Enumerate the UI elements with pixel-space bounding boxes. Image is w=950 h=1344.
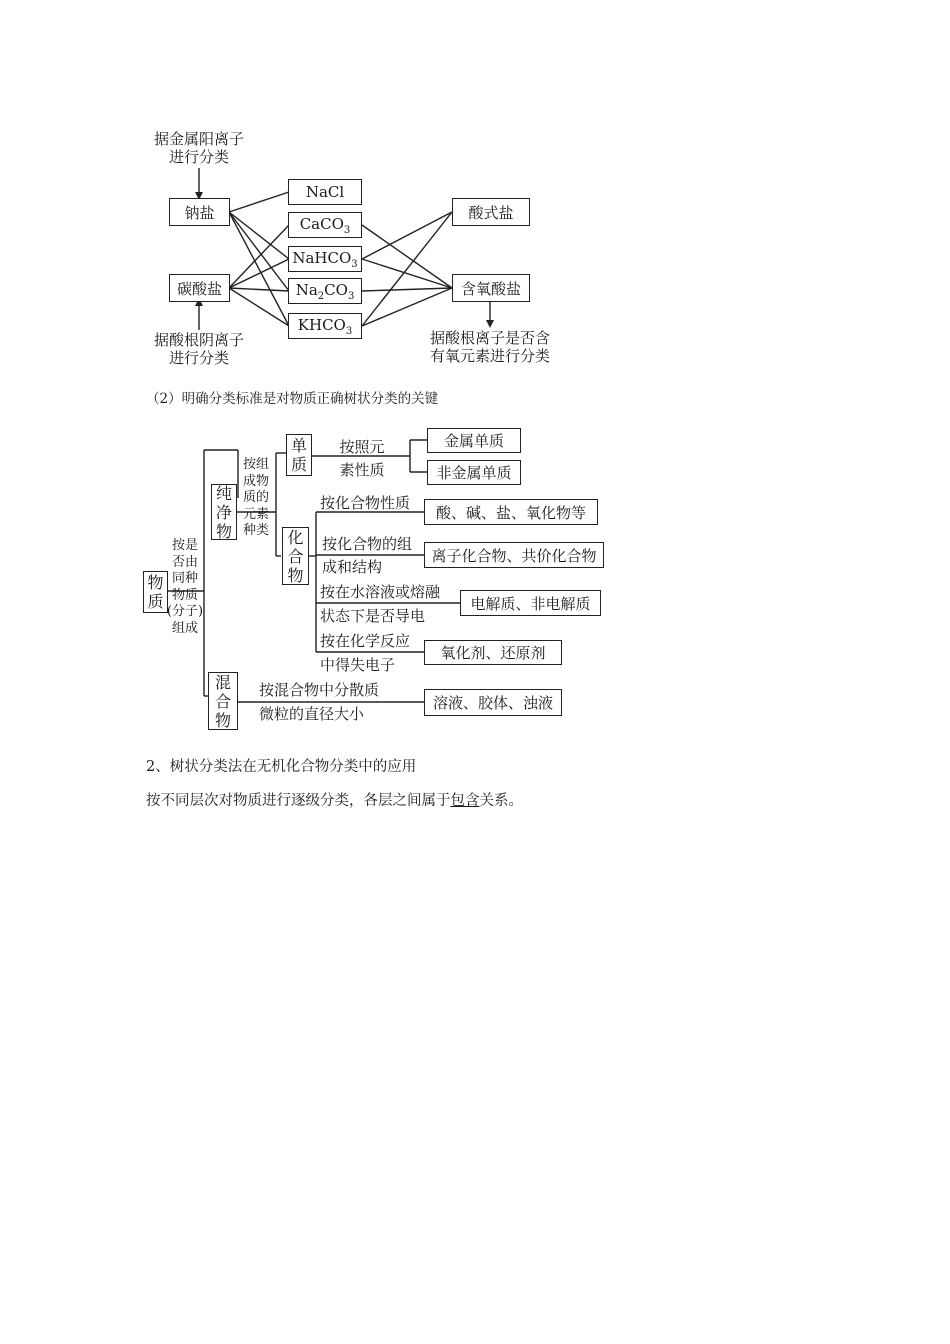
element-criteria-label: 按照元 素性质 (339, 438, 385, 479)
acid-base-salt-oxide-box: 酸、碱、盐、氧化物等 (424, 499, 598, 525)
compound-structure-criteria: 按化合物的组 成和结构 (322, 535, 413, 576)
electrolyte-box: 电解质、非电解质 (460, 590, 601, 616)
ionic-covalent-box: 离子化合物、共价化合物 (424, 542, 604, 568)
caption-2: （2）明确分类标准是对物质正确树状分类的关键 (146, 391, 439, 407)
oxidant-reductant-box: 氧化剂、还原剂 (424, 640, 562, 665)
pure-substance-box: 纯 净 物 (211, 484, 237, 540)
caco3-box: CaCO$_3$ (288, 212, 362, 238)
mixture-box: 混 合 物 (208, 672, 238, 730)
acid-anion-criteria-label: 据酸根阴离子 进行分类 (153, 331, 244, 367)
metal-element-box: 金属单质 (427, 428, 521, 453)
oxysalt-box: 含氧酸盐 (452, 274, 530, 302)
nacl-box: NaCl (288, 179, 362, 205)
sodium-salt-box: 钠盐 (169, 198, 230, 226)
redox-criteria: 按在化学反应 中得失电子 (320, 632, 411, 674)
compound-box: 化 合 物 (282, 527, 309, 585)
body-text-after: 关系。 (479, 793, 523, 809)
nonmetal-element-box: 非金属单质 (427, 460, 521, 485)
metal-cation-criteria-label: 据金属阳离子 进行分类 (153, 130, 244, 166)
pure-criteria-label: 按组 成物 质的 元素 种类 (242, 457, 269, 538)
element-box: 单 质 (286, 434, 312, 476)
body-text-before: 按不同层次对物质进行逐级分类，各层之间属于 (146, 793, 451, 809)
section-2-heading: 2、树状分类法在无机化合物分类中的应用 (146, 759, 417, 775)
carbonate-box: 碳酸盐 (169, 274, 230, 302)
body-text-underlined: 包含 (450, 793, 480, 809)
nahco3-box: NaHCO$_3$ (288, 246, 362, 272)
conductivity-criteria: 按在水溶液或熔融 状态下是否导电 (320, 583, 441, 625)
oxygen-criteria-label: 据酸根离子是否含 有氧元素进行分类 (429, 329, 550, 365)
khco3-box: $KHCO_3$ (288, 313, 362, 339)
solution-colloid-suspension-box: 溶液、胶体、浊液 (424, 689, 562, 716)
acid-salt-box: 酸式盐 (452, 198, 530, 226)
compound-property-criteria: 按化合物性质 (320, 494, 411, 512)
root-criteria-label: 按是 否由 同种 物质 (分子) 组成 (166, 538, 204, 636)
matter-root-box: 物 质 (143, 571, 168, 613)
section-2-body (146, 789, 523, 810)
mixture-criteria-label: 按混合物中分散质 微粒的直径大小 (259, 681, 380, 723)
na2co3-box: $Na_2CO_3$ (288, 278, 362, 304)
